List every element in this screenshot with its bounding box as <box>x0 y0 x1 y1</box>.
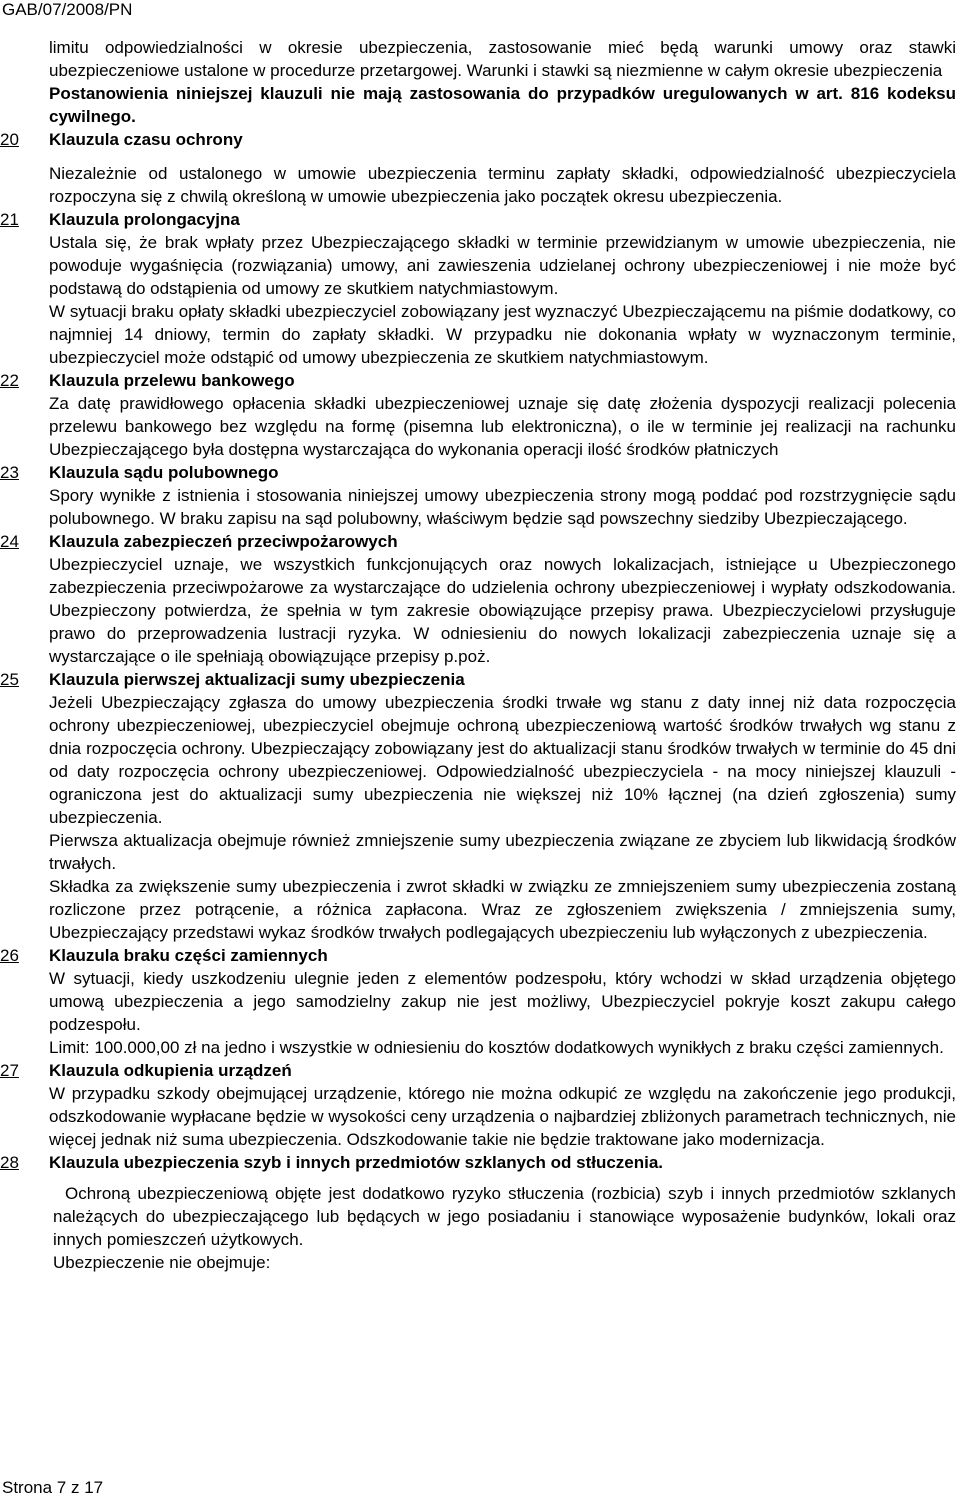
section-25-heading <box>0 668 960 691</box>
section-21-paragraph: Ustala się, że brak wpłaty przez Ubezpieczającego składki w terminie przewidzianym w umowie ubezpieczenia, nie powoduje wygaśnięcia (rozwiązania) umowy, ani zawieszenia udzielanej ochrony ubezpieczeniowej i nie może być podstawą do odstąpienia od umowy ze skutkiem natychmiastowym. <box>49 233 956 298</box>
section-25-paragraph: Pierwsza aktualizacja obejmuje również zmniejszenie sumy ubezpieczenia związane ze zbyciem lub likwidacją środków trwałych. <box>49 831 956 873</box>
section-28-paragraph: Ochroną ubezpieczeniową objęte jest dodatkowo ryzyko stłuczenia (rozbicia) szyb i innych przedmiotów szklanych należących do ubezpieczającego lub będących w jego posiadaniu i stanowiące wyposażenie budynków, lokali oraz innych pomieszczeń użytkowych. <box>53 1184 956 1249</box>
section-title: Klauzula prolongacyjna <box>49 210 240 229</box>
section-number: 23 <box>0 463 19 482</box>
section-number: 27 <box>0 1061 19 1080</box>
section-28-paragraph: Ubezpieczenie nie obejmuje: <box>53 1253 271 1272</box>
document-body <box>0 36 960 1274</box>
intro-paragraph: limitu odpowiedzialności w okresie ubezpieczenia, zastosowanie mieć będą warunki umowy oraz stawki ubezpieczeniowe ustalone w procedurze przetargowej. Warunki i stawki są niezmienne w całym okresie ubezpieczenia <box>49 38 956 80</box>
section-number: 20 <box>0 130 19 149</box>
section-26-paragraph: W sytuacji, kiedy uszkodzeniu ulegnie jeden z elementów podzespołu, który wchodzi w skład urządzenia objętego umową ubezpieczenia a jego samodzielny zakup nie jest możliwy, Ubezpieczyciel pokryje koszt zakupu całego podzespołu. <box>49 969 956 1034</box>
section-20-heading <box>0 128 960 151</box>
section-title: Klauzula sądu polubownego <box>49 463 279 482</box>
section-28-body <box>53 1182 960 1274</box>
section-number: 24 <box>0 532 19 551</box>
section-26-heading <box>0 944 960 967</box>
section-title: Klauzula zabezpieczeń przeciwpożarowych <box>49 532 398 551</box>
section-28-heading <box>0 1151 960 1174</box>
section-23-paragraph: Spory wynikłe z istnienia i stosowania niniejszej umowy ubezpieczenia strony mogą poddać pod rozstrzygnięcie sądu polubownego. W braku zapisu na sąd polubowny, właściwym będzie sąd powszechny siedziby Ubezpieczającego. <box>49 486 956 528</box>
section-24-heading <box>0 530 960 553</box>
section-24-paragraph: Ubezpieczyciel uznaje, we wszystkich funkcjonujących oraz nowych lokalizacjach, istniejące u Ubezpieczonego zabezpieczenia przeciwpożarowe za wystarczające do udzielenia ochrony ubezpieczeniowej i wypłaty odszkodowania. Ubezpieczony potwierdza, że spełnia w tym zakresie obowiązujące przepisy prawa. Ubezpieczycielowi przysługuje prawo do przeprowadzenia lustracji ryzyka. W odniesieniu do nowych lokalizacji zabezpieczenia uznaje się a wystarczające o ile spełniają obowiązujące przepisy p.poż. <box>49 555 956 666</box>
section-number: 26 <box>0 946 19 965</box>
section-27-paragraph: W przypadku szkody obejmującej urządzenie, którego nie można odkupić ze względu na zakończenie jego produkcji, odszkodowanie wypłacane będzie w wysokości ceny urządzenia o najbardziej zbliżonych parametrach technicznych, nie więcej jednak niż suma ubezpieczenia. Odszkodowanie takie nie będzie traktowane jako modernizacja. <box>49 1084 956 1149</box>
section-title: Klauzula ubezpieczenia szyb i innych przedmiotów szklanych od stłuczenia. <box>49 1153 664 1172</box>
section-title: Klauzula braku części zamiennych <box>49 946 328 965</box>
section-21-heading <box>0 208 960 231</box>
intro-bold-paragraph: Postanowienia niniejszej klauzuli nie mają zastosowania do przypadków uregulowanych w art. 816 kodeksu cywilnego. <box>49 84 956 126</box>
section-number: 28 <box>0 1153 19 1172</box>
section-20-paragraph: Niezależnie od ustalonego w umowie ubezpieczenia terminu zapłaty składki, odpowiedzialność ubezpieczyciela rozpoczyna się z chwilą określoną w umowie ubezpieczenia jako początek okresu ubezpieczenia. <box>49 164 956 206</box>
section-21-paragraph: W sytuacji braku opłaty składki ubezpieczyciel zobowiązany jest wyznaczyć Ubezpieczającemu na piśmie dodatkowy, co najmniej 14 dniowy, termin do zapłaty składki. W przypadku nie dokonania wpłaty w wyznaczonym terminie, ubezpieczyciel może odstąpić od umowy ubezpieczenia ze skutkiem natychmiastowym. <box>49 302 956 367</box>
page-number-footer: Strona 7 z 17 <box>2 1478 104 1497</box>
document-id-header: GAB/07/2008/PN <box>2 0 133 19</box>
section-22-heading <box>0 369 960 392</box>
section-title: Klauzula odkupienia urządzeń <box>49 1061 292 1080</box>
section-number: 25 <box>0 670 19 689</box>
section-number: 22 <box>0 371 19 390</box>
section-title: Klauzula pierwszej aktualizacji sumy ubezpieczenia <box>49 670 465 689</box>
section-27-heading <box>0 1059 960 1082</box>
section-23-heading <box>0 461 960 484</box>
section-22-paragraph: Za datę prawidłowego opłacenia składki ubezpieczeniowej uznaje się datę złożenia dyspozycji realizacji polecenia przelewu bankowego bez względu na formę (pisemna lub elektroniczna), o ile w terminie jej realizacji na rachunku Ubezpieczającego była dostępna wystarczająca do wykonania operacji ilość środków płatniczych <box>49 394 956 459</box>
section-25-paragraph: Jeżeli Ubezpieczający zgłasza do umowy ubezpieczenia środki trwałe wg stanu z daty innej niż data rozpoczęcia ochrony ubezpieczeniowej, ubezpieczyciel obejmuje ochroną ubezpieczeniową wartość środków trwałych wg stanu z dnia rozpoczęcia ochrony. Ubezpieczający zobowiązany jest do aktualizacji stanu środków trwałych w terminie do 45 dni od daty rozpoczęcia ochrony ubezpieczeniowej. Odpowiedzialność ubezpieczyciela - na mocy niniejszej klauzuli - ograniczona jest do aktualizacji sumy ubezpieczenia nie większej niż 10% łącznej (na dzień zgłoszenia) sumy ubezpieczenia. <box>49 693 956 827</box>
section-title: Klauzula przelewu bankowego <box>49 371 295 390</box>
section-title: Klauzula czasu ochrony <box>49 130 243 149</box>
section-26-paragraph: Limit: 100.000,00 zł na jedno i wszystkie w odniesieniu do kosztów dodatkowych wynikłych z braku części zamiennych. <box>49 1038 944 1057</box>
section-25-paragraph: Składka za zwiększenie sumy ubezpieczenia i zwrot składki w związku ze zmniejszeniem sumy ubezpieczenia zostaną rozliczone przez potrącenie, a różnica zapłacona. Wraz ze zgłoszeniem zwiększenia / zmniejszenia sumy, Ubezpieczający przedstawi wykaz środków trwałych podlegających ubezpieczeniu lub wyłączonych z ubezpieczenia. <box>49 877 956 942</box>
section-number: 21 <box>0 210 19 229</box>
